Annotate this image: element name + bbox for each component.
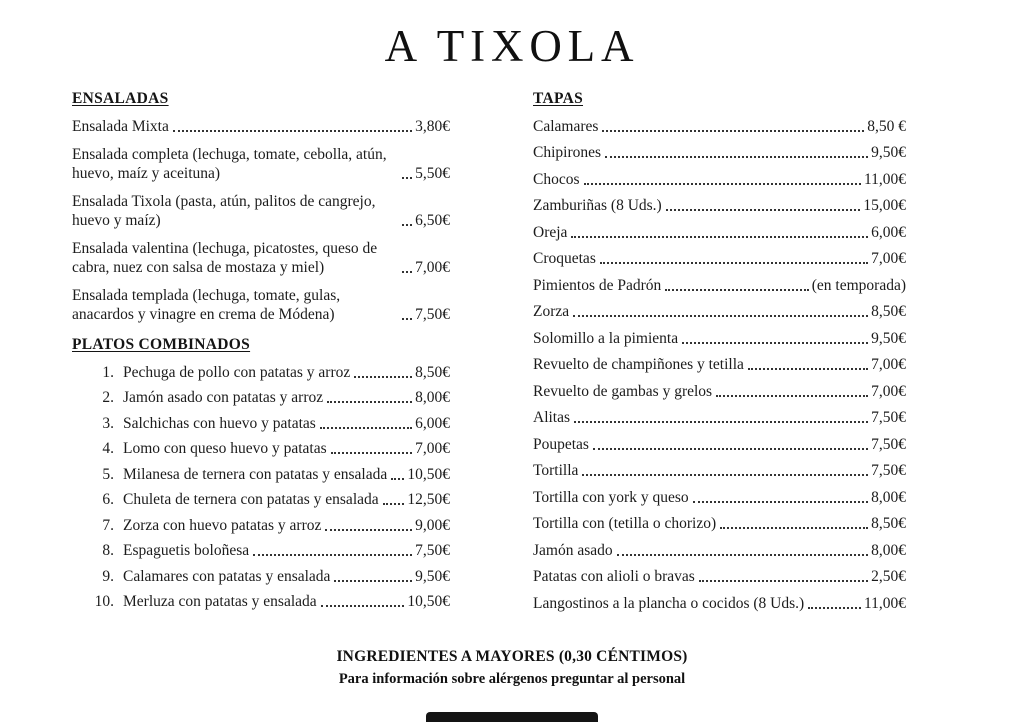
dot-leader <box>354 376 412 378</box>
menu-columns <box>0 90 1024 621</box>
item-name: Patatas con alioli o bravas <box>533 568 695 585</box>
item-name: Ensalada completa (lechuga, tomate, cebolla, atún, huevo, maíz y aceituna) <box>72 145 387 182</box>
footer-line-2: Para información sobre alérgenos preguntar al personal <box>338 671 686 687</box>
dot-leader <box>600 262 868 264</box>
dot-leader <box>593 448 868 450</box>
item-price: 9,00€ <box>415 516 450 534</box>
item-name: Poupetas <box>533 435 589 453</box>
menu-item-row <box>72 239 450 277</box>
menu-item-row <box>72 490 450 509</box>
dot-leader <box>327 401 412 403</box>
item-price: 6,00€ <box>871 223 906 241</box>
dot-leader <box>320 427 412 429</box>
platos-item-list <box>72 363 450 612</box>
item-price: 9,50€ <box>871 329 906 347</box>
item-name: Alitas <box>533 409 571 426</box>
item-name: Ensalada templada (lechuga, tomate, gulas, anacardos y vinagre en crema de Módena) <box>72 286 341 323</box>
item-number: 10. <box>94 593 114 610</box>
item-price: 8,50 € <box>867 117 906 135</box>
dot-leader <box>720 527 868 529</box>
menu-item-row <box>72 516 450 535</box>
item-name: Milanesa de ternera con patatas y ensalada <box>123 465 388 483</box>
menu-item-row <box>533 329 906 348</box>
item-name: Pechuga de pollo con patatas y arroz <box>123 363 351 381</box>
menu-item-row <box>533 488 906 507</box>
dot-leader <box>402 224 412 226</box>
item-price: 12,50€ <box>407 491 450 508</box>
dot-leader <box>716 395 868 397</box>
item-name: Tortilla <box>533 462 579 479</box>
right-column <box>533 90 906 621</box>
item-name: Calamares con patatas y ensalada <box>123 567 331 585</box>
menu-item-row <box>533 435 906 454</box>
menu-item-row <box>72 145 450 183</box>
bottom-bar-decoration <box>426 712 598 722</box>
item-name: Croquetas <box>533 250 596 267</box>
dot-leader <box>334 580 412 582</box>
item-name: Chocos <box>533 170 580 188</box>
dot-leader <box>402 177 412 179</box>
menu-item-row <box>533 567 906 586</box>
item-number: 6. <box>102 491 114 508</box>
item-name: Jamón asado <box>533 541 613 559</box>
item-name: Chuleta de ternera con patatas y ensalada <box>123 491 379 508</box>
item-name: Lomo con queso huevo y patatas <box>123 440 327 457</box>
item-name: Tortilla con york y queso <box>533 488 689 506</box>
ensaladas-item-list <box>72 117 450 324</box>
menu-item-row <box>533 461 906 480</box>
item-name: Ensalada Mixta <box>72 117 169 135</box>
item-price: 7,00€ <box>871 356 906 373</box>
item-price: 8,00€ <box>415 389 450 406</box>
item-price: 9,50€ <box>871 144 906 161</box>
item-number: 9. <box>102 567 114 585</box>
dot-leader <box>808 607 861 609</box>
dot-leader <box>699 580 868 582</box>
item-price: 7,00€ <box>871 250 906 267</box>
item-price: (en temporada) <box>811 276 906 294</box>
menu-item-row <box>72 363 450 382</box>
section-heading-tapas: TAPAS <box>533 89 584 107</box>
item-price: 11,00€ <box>863 170 906 188</box>
item-price: 8,50€ <box>415 363 450 381</box>
dot-leader <box>383 503 405 505</box>
dot-leader <box>666 209 861 211</box>
item-price: 8,50€ <box>871 515 906 532</box>
dot-leader <box>253 554 412 556</box>
menu-item-row <box>533 143 906 162</box>
item-name: Ensalada Tixola (pasta, atún, palitos de cangrejo, huevo y maíz) <box>72 192 376 229</box>
item-name: Langostinos a la plancha o cocidos (8 Uds.) <box>533 594 805 612</box>
footer-note <box>0 648 1024 688</box>
menu-item-row <box>72 414 450 433</box>
menu-item-row <box>533 408 906 427</box>
item-name: Zamburiñas (8 Uds.) <box>533 197 662 214</box>
item-price: 3,80€ <box>415 117 450 135</box>
item-price: 5,50€ <box>415 164 450 182</box>
item-price: 7,00€ <box>415 440 450 457</box>
dot-leader <box>325 529 412 531</box>
item-price: 10,50€ <box>407 465 450 483</box>
dot-leader <box>391 478 404 480</box>
section-heading-ensaladas: ENSALADAS <box>72 89 169 107</box>
menu-item-row <box>533 276 906 295</box>
item-price: 8,50€ <box>871 303 906 320</box>
item-name: Calamares <box>533 117 599 135</box>
menu-item-row <box>72 117 450 136</box>
item-price: 6,50€ <box>415 211 450 229</box>
item-number: 4. <box>102 440 114 457</box>
item-number: 7. <box>102 516 114 534</box>
section-platos-combinados <box>72 336 450 612</box>
item-name: Espaguetis boloñesa <box>123 542 250 559</box>
item-price: 8,00€ <box>871 541 906 559</box>
dot-leader <box>331 452 413 454</box>
item-price: 10,50€ <box>407 593 450 610</box>
menu-item-row <box>72 439 450 458</box>
item-price: 6,00€ <box>415 414 450 432</box>
item-name: Tortilla con (tetilla o chorizo) <box>533 515 717 532</box>
dot-leader <box>573 315 868 317</box>
menu-item-row <box>533 170 906 189</box>
dot-leader <box>602 130 864 132</box>
dot-leader <box>617 554 868 556</box>
item-name: Solomillo a la pimienta <box>533 329 679 347</box>
item-price: 2,50€ <box>871 568 906 585</box>
menu-item-row <box>533 302 906 321</box>
menu-item-row <box>533 117 906 136</box>
item-number: 5. <box>102 465 114 483</box>
item-price: 7,50€ <box>871 462 906 479</box>
item-number: 8. <box>102 542 114 559</box>
dot-leader <box>584 183 861 185</box>
menu-item-row <box>72 592 450 611</box>
item-name: Zorza <box>533 303 570 320</box>
menu-item-row <box>533 382 906 401</box>
menu-item-row <box>533 541 906 560</box>
item-price: 7,50€ <box>871 435 906 453</box>
item-name: Zorza con huevo patatas y arroz <box>123 516 322 534</box>
menu-item-row <box>72 465 450 484</box>
dot-leader <box>693 501 869 503</box>
item-price: 11,00€ <box>863 594 906 612</box>
menu-item-row <box>533 355 906 374</box>
item-name: Jamón asado con patatas y arroz <box>123 389 324 406</box>
item-name: Revuelto de champiñones y tetilla <box>533 356 744 373</box>
item-price: 7,00€ <box>871 382 906 400</box>
menu-item-row <box>72 286 450 324</box>
item-price: 7,50€ <box>871 409 906 426</box>
item-price: 15,00€ <box>863 197 906 214</box>
item-price: 8,00€ <box>871 488 906 506</box>
dot-leader <box>682 342 868 344</box>
dot-leader <box>605 156 868 158</box>
tapas-item-list <box>533 117 906 613</box>
dot-leader <box>582 474 868 476</box>
menu-item-row <box>72 192 450 230</box>
dot-leader <box>665 289 808 291</box>
dot-leader <box>574 421 868 423</box>
item-name: Merluza con patatas y ensalada <box>123 593 317 610</box>
dot-leader <box>173 130 412 132</box>
dot-leader <box>402 318 412 320</box>
menu-item-row <box>533 223 906 242</box>
section-tapas <box>533 90 906 613</box>
item-number: 3. <box>102 414 114 432</box>
item-number: 2. <box>102 389 114 406</box>
menu-item-row <box>533 196 906 215</box>
item-price: 7,50€ <box>415 305 450 323</box>
item-price: 7,50€ <box>415 542 450 559</box>
section-ensaladas <box>72 90 450 324</box>
item-price: 7,00€ <box>415 258 450 276</box>
page-title: A TIXOLA <box>384 21 640 71</box>
item-name: Salchichas con huevo y patatas <box>123 414 316 432</box>
menu-item-row <box>533 514 906 533</box>
item-name: Revuelto de gambas y grelos <box>533 382 713 400</box>
dot-leader <box>748 368 868 370</box>
item-name: Oreja <box>533 223 568 241</box>
dot-leader <box>321 605 405 607</box>
dot-leader <box>571 236 868 238</box>
menu-item-row <box>72 541 450 560</box>
item-price: 9,50€ <box>415 567 450 585</box>
footer-line-1: INGREDIENTES A MAYORES (0,30 CÉNTIMOS) <box>336 648 688 665</box>
left-column <box>72 90 450 621</box>
item-name: Pimientos de Padrón <box>533 276 662 294</box>
item-name: Ensalada valentina (lechuga, picatostes, queso de cabra, nuez con salsa de mostaza y miel) <box>72 239 378 276</box>
dot-leader <box>402 271 412 273</box>
item-name: Chipirones <box>533 144 602 161</box>
menu-item-row <box>72 388 450 407</box>
section-heading-platos: PLATOS COMBINADOS <box>72 335 251 353</box>
menu-item-row <box>533 594 906 613</box>
item-number: 1. <box>102 363 114 381</box>
menu-item-row <box>72 567 450 586</box>
menu-item-row <box>533 249 906 268</box>
